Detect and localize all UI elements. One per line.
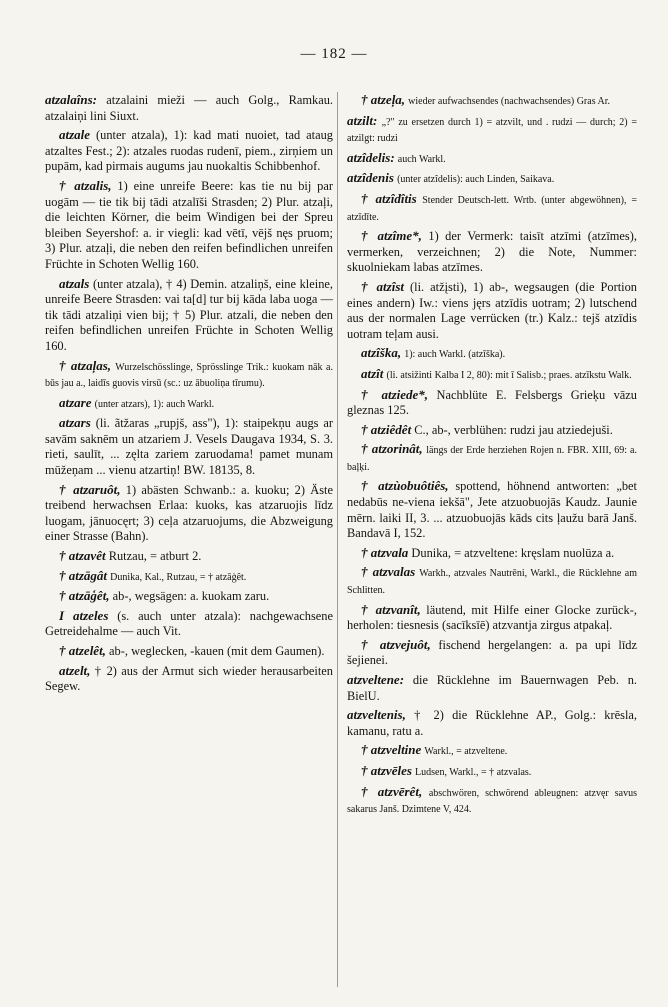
- entry-text: spottend, höhnend antworten: „bet nedabūs ne-viena iekšā", Jete atzuobuojās Kaudz. Jaunie mērn. laiki II, 3. ... atzuobuojās kāds cits ļaužu barā Janš. Bandavā I, 152.: [347, 479, 637, 541]
- dictionary-entry: [45, 92, 333, 124]
- entry-text: Rutzau, = atburt 2.: [108, 549, 202, 564]
- column-divider: [337, 92, 338, 987]
- headword: † atziêdêt: [361, 421, 412, 437]
- dictionary-entry: [45, 608, 333, 640]
- dictionary-entry: [347, 366, 637, 384]
- dictionary-entry: [347, 784, 637, 818]
- entry-text: „?" zu ersetzen durch 1) = atzvilt, und . rudzi — durch; 2) = atzilgt: rudzi: [347, 116, 637, 145]
- headword: † atzîdîtis: [361, 190, 417, 206]
- headword: I atzeles: [59, 607, 109, 623]
- headword: † atzvala: [361, 544, 409, 560]
- headword: † atzavêt: [59, 548, 106, 564]
- headword: atzelt,: [59, 662, 91, 678]
- entry-text: C., ab-, verblühen: rudzi jau atziedejuši.: [414, 422, 613, 437]
- dictionary-entry: [45, 276, 333, 355]
- dictionary-entry: [347, 228, 637, 276]
- dictionary-entry: [45, 643, 333, 660]
- dictionary-entry: [347, 707, 637, 739]
- headword: † atzāģêt,: [59, 588, 110, 604]
- dictionary-entry: [347, 150, 637, 168]
- entry-text: (unter atzala), † 4) Demin. atzaliņš, eine kleine, unreife Beere Strasden: vai ta[d] tur bij kāda laba uoga — tik tādi atzaliņi vien bij; † 5) Plur. atzali, die neben den reifen befindlichen unreifen Früchte in Schoten Wellig 160.: [45, 276, 333, 353]
- dictionary-entry: [347, 113, 637, 147]
- dictionary-entry: [347, 92, 637, 110]
- headword: atzîdenis: [347, 170, 394, 186]
- dictionary-entry: [45, 127, 333, 175]
- dictionary-entry: [45, 482, 333, 545]
- page-number: — 182 —: [300, 46, 368, 62]
- entry-text: längs der Erde herziehen Rojen n. FBR. XIII, 69: a. baļķi.: [347, 445, 637, 473]
- headword: † atzvanît,: [361, 601, 421, 617]
- dictionary-entry: [347, 441, 637, 475]
- entry-text: † 2) die Rücklehne AP., Golg.: krēsla, kamanu, ratu a.: [347, 708, 637, 738]
- dictionary-entry: [347, 564, 637, 598]
- headword: † atzvēles: [361, 762, 412, 778]
- entry-text: ab-, wegsägen: a. kuokam zaru.: [112, 589, 270, 604]
- headword: atzîdelis:: [347, 149, 395, 165]
- headword: † atzùobuôtiês,: [361, 478, 449, 494]
- headword: † atzaruôt,: [59, 481, 121, 497]
- dictionary-entry: [45, 548, 333, 565]
- left-column: [45, 92, 333, 698]
- headword: atzveltenis,: [347, 707, 406, 723]
- entry-text: läutend, mit Hilfe einer Glocke zurück-, herholen: tiesnesis (sacīksīē) atzvantja zirgus atpakaļ.: [347, 602, 637, 633]
- dictionary-entry: [45, 395, 333, 413]
- entry-text: Dunika, = atzveltene: kręslam nuolūza a.: [411, 545, 615, 560]
- headword: † atzvejuôt,: [361, 636, 431, 652]
- entry-text: auch Warkl.: [397, 153, 446, 165]
- dictionary-entry: [347, 545, 637, 562]
- entry-text: Stender Deutsch-lett. Wrtb. (unter abgewöhnen), = atzīdīte.: [347, 194, 637, 223]
- entry-text: Warkl., = atzveltene.: [424, 746, 508, 758]
- entry-text: 1) eine unreife Beere: kas tie nu bij par uogām — tie tik bij tādi atzalīši Strasden; 2) Plur. atzaļi, die leichten Körner, die beim Windigen bei der Spreu bleiben Seyershof: a. ir viegli: kad vētī, vējš nęs pruom; 3) Plur. atzaļi, die neben den reifen befindlichen unreifen Früchte in Schoten Wellig 160.: [45, 178, 333, 271]
- dictionary-entry: [347, 170, 637, 188]
- headword: atzîška,: [361, 345, 402, 361]
- headword: atzilt:: [347, 112, 378, 128]
- headword: atzars: [59, 415, 91, 431]
- headword: † atzveltine: [361, 742, 422, 758]
- entry-text: (unter atzala), 1): kad mati nuoiet, tad ataug atzaltes Fest.; 2): atzales ruodas rudenī, piem., zirņiem un pupām, kad pirmais augums jau nuokaltis Schibbenhof.: [45, 128, 333, 174]
- headword: † atzvērêt,: [361, 783, 423, 799]
- entry-text: 1) abästen Schwanb.: a. kuoku; 2) Äste treibend herwachsen Erlaa: kuoks, kas atzaruojis līdz luogam, jānuocęrt; 3) ceļa atzaruojums, die Abzweigung einer Strasse (Bahn).: [45, 482, 333, 544]
- entry-text: wieder aufwachsendes (nachwachsendes) Gras Ar.: [408, 96, 611, 107]
- dictionary-entry: [347, 742, 637, 760]
- entry-text: Dunika, Kal., Rutzau, = † atzāģêt.: [110, 571, 247, 583]
- entry-text: (s. auch unter atzala): nachgewachsene Getreidehalme — auch Vit.: [45, 608, 334, 639]
- dictionary-entry: [347, 191, 637, 225]
- entry-text: 1): auch Warkl. (atzīška).: [404, 349, 506, 361]
- entry-text: Nachblüte E. Felsbergs Grieķu vāzu gleznas 125.: [347, 387, 637, 418]
- dictionary-entry: [347, 279, 637, 342]
- headword: † atzāgât: [59, 567, 108, 583]
- dictionary-entry: [45, 415, 333, 478]
- headword: † atzeļa,: [361, 92, 406, 107]
- right-column: [347, 92, 637, 821]
- headword: atzals: [59, 275, 90, 291]
- headword: atzale: [59, 127, 91, 143]
- entry-text: ab-, weglecken, -kauen (mit dem Gaumen).: [109, 644, 325, 658]
- dictionary-entry: [45, 178, 333, 273]
- entry-text: abschwören, schwörend ableugnen: atzvęr savus sakarus Janš. Dzimtene V, 424.: [347, 787, 637, 816]
- entry-text: Wurzelschösslinge, Sprösslinge Trik.: kuokam nāk a. būs jau a., laidīs guovis virsū (sc.: uz ābuoliņa tīrumu).: [45, 361, 333, 390]
- dictionary-entry: [347, 422, 637, 439]
- headword: atzalaîns:: [45, 92, 98, 107]
- entry-text: 1) der Vermerk: taisīt atzīmi (atzīmes), vermerken, verzeichnen; 2) die Note, Nummer: skuolniekam labas atzīmes.: [347, 229, 637, 275]
- headword: atzveltene:: [347, 672, 405, 687]
- headword: † atzîme*,: [361, 228, 422, 244]
- headword: † atziede*,: [361, 386, 429, 402]
- headword: atzît: [361, 365, 384, 381]
- headword: † atzîst: [361, 278, 405, 294]
- headword: † atzvalas: [361, 564, 416, 580]
- headword: † atzaļas,: [59, 357, 112, 373]
- entry-text: Warkh., atzvales Nautrēni, Warkl., die Rücklehne am Schlitten.: [347, 568, 637, 597]
- entry-text: (li. ãtžaras „rupjš, ass"), 1): staipekņu augs ar savām saknēm un atzariem J. Vesels Daugava 1934, S. 3. rieti, saulīt, ... zęlta zariem zaruodama! pamet munam mūžeņam ... vienu atzartiņ! BW. 18135, 8.: [45, 416, 333, 478]
- dictionary-entry: [45, 663, 333, 695]
- entry-text: die Rücklehne im Bauernwagen Peb. n. BielU.: [347, 673, 637, 703]
- entry-text: (unter atzars), 1): auch Warkl.: [94, 398, 215, 410]
- entry-text: fischend hergelangen: a. pa upi līdz šejienei.: [347, 637, 637, 668]
- headword: † atzalis,: [59, 177, 112, 193]
- entry-text: (unter atzîdelis): auch Linden, Saikava.: [397, 174, 555, 186]
- dictionary-entry: [45, 588, 333, 605]
- headword: † atzelêt,: [59, 643, 106, 658]
- dictionary-entry: [347, 637, 637, 669]
- entry-text: † 2) aus der Armut sich wieder herausarbeiten Segew.: [45, 663, 333, 694]
- headword: atzare: [59, 394, 92, 410]
- dictionary-entry: [347, 763, 637, 781]
- dictionary-entry: [347, 478, 637, 541]
- entry-text: (li. atžįsti), 1) ab-, wegsaugen (die Portion eines andern) Iw.: viens jęrs atzīdis uotram; 2) lutschend aus der normalen Lage verrücken (tr.) Kalz.: tejš atzīdis uotram teļam ausi.: [347, 279, 637, 341]
- dictionary-entry: [347, 672, 637, 704]
- headword: † atzorinât,: [361, 441, 423, 457]
- dictionary-entry: [347, 345, 637, 363]
- entry-text: atzalaini mieži — auch Golg., Ramkau. atzalaiņi lini Siuxt.: [45, 93, 333, 123]
- entry-text: Ludsen, Warkl., = † atzvalas.: [415, 766, 532, 778]
- dictionary-entry: [347, 387, 637, 419]
- entry-text: (li. atsižinti Kalba I 2, 80): mit ī Salisb.; praes. atzīkstu Walk.: [386, 369, 632, 381]
- dictionary-entry: [45, 358, 333, 392]
- dictionary-entry: [45, 568, 333, 586]
- dictionary-entry: [347, 602, 637, 634]
